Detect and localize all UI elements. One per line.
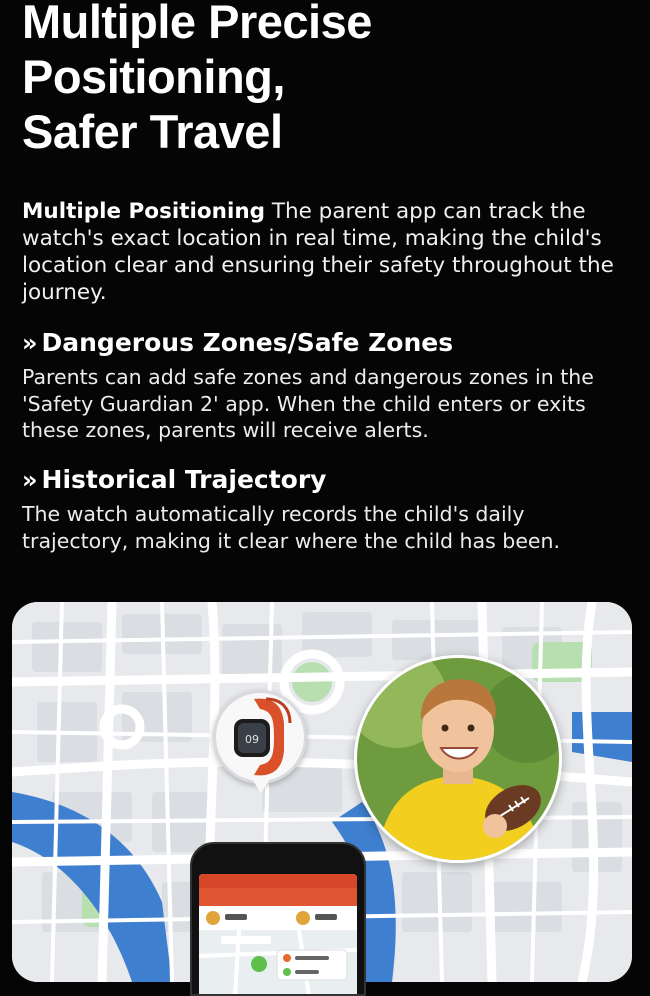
svg-text:09: 09 [245, 733, 259, 746]
page-headline [22, 0, 492, 159]
headline-line-1: Multiple Precise [22, 0, 372, 48]
child-photo [354, 655, 562, 863]
phone-mockup [190, 842, 366, 996]
phone-app-bar [199, 888, 357, 906]
double-chevron-right-icon: » [22, 466, 38, 494]
watch-location-pin [213, 690, 307, 784]
phone-status-bar [199, 874, 357, 888]
smartwatch-icon [216, 693, 304, 781]
section-title-zones-text: Dangerous Zones/Safe Zones [41, 328, 454, 357]
section-title-trajectory-text: Historical Trajectory [41, 465, 327, 494]
headline-line-2: Positioning, [22, 50, 285, 103]
section-body-zones: Parents can add safe zones and dangerous zones in the 'Safety Guardian 2' app. When the child enters or exits these zones, parents will receive alerts. [22, 365, 594, 442]
headline-line-3: Safer Travel [22, 105, 283, 158]
intro-lead: Multiple Positioning [22, 199, 266, 224]
phone-app-content [199, 906, 357, 994]
intro-body: The parent app can track the watch's exact location in real time, making the child's location clear and ensuring their safety throughout the journey. [22, 199, 614, 305]
section-title-trajectory [22, 465, 622, 495]
section-body-trajectory: The watch automatically records the child's daily trajectory, making it clear where the child has been. [22, 502, 561, 553]
child-avatar-icon [357, 658, 559, 860]
double-chevron-right-icon: » [22, 329, 38, 357]
intro-paragraph [22, 198, 622, 306]
section-title-zones [22, 328, 622, 358]
phone-screen [199, 874, 357, 994]
